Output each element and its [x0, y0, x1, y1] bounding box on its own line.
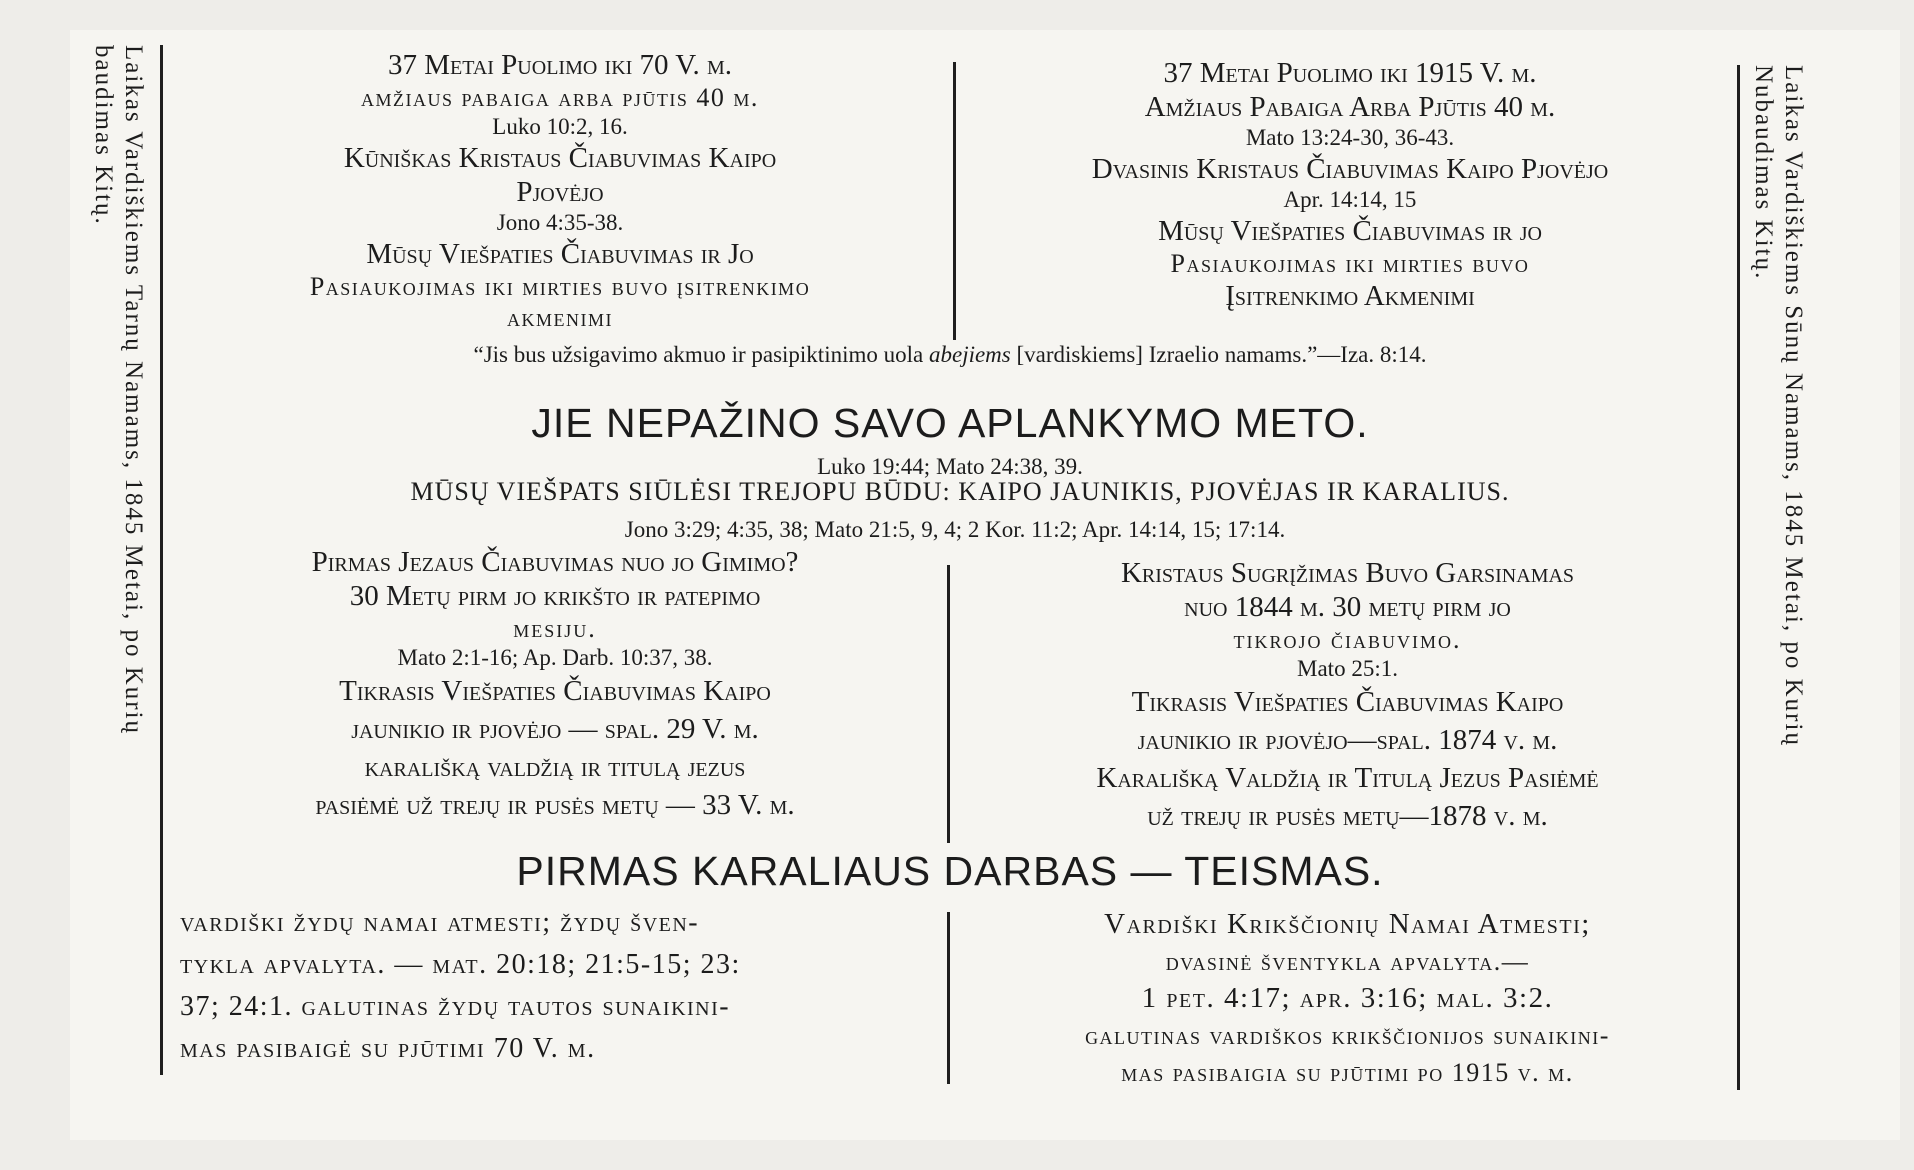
mid-right-line: Tikrasis Viešpaties Čiabuvimas Kaipo: [1131, 686, 1564, 718]
top-right-ref: Mato 13:24-30, 36-43.: [1245, 125, 1455, 150]
bottom-right-line: Vardiški Krikščionių Namai Atmesti;: [1104, 908, 1591, 940]
mid-right-line: jaunikio ir pjovėjo—spal. 1874 v. m.: [1137, 724, 1558, 756]
bottom-left-line: mas pasibaigė su pjūtimi 70 V. m.: [180, 1033, 596, 1064]
mid-right-line: už trejų ir pusės metų—1878 v. m.: [1147, 800, 1548, 832]
side-left-line2: baudimas Kitų.: [90, 45, 117, 226]
scripture-quote: [260, 342, 1640, 368]
top-right-line: Dvasinis Kristaus Čiabuvimas Kaipo Pjovėjo: [1091, 153, 1609, 185]
bottom-left-line: vardiški žydų namai atmesti; žydų šven-: [180, 907, 700, 938]
top-divider: [953, 62, 956, 340]
heading-visitation: JIE NEPAŽINO SAVO APLANKYMO METO.: [531, 400, 1369, 446]
bottom-right-line: galutinas vardiškos krikščionijos sunaikini-: [1085, 1021, 1610, 1050]
top-left-ref: Luko 10:2, 16.: [492, 114, 628, 139]
top-right-line: Pasiaukojimas iki mirties buvo: [1170, 249, 1530, 278]
mid-left-column: [180, 545, 930, 824]
bottom-right-line: 1 pet. 4:17; apr. 3:16; mal. 3:2.: [1141, 982, 1554, 1014]
mid-left-line: 30 Metų pirm jo krikšto ir patepimo: [349, 580, 761, 612]
left-border-line: [160, 45, 163, 1075]
middle-statement: MŪSŲ VIEŠPATS SIŪLĖSI TREJOPU BŪDU: KAIPO JAUNIKIS, PJOVĖJAS IR KARALIUS.: [410, 477, 1510, 506]
quote-italic: abejiems: [928, 342, 1011, 367]
top-left-line: Mūsų Viešpaties Čiabuvimas ir Jo: [366, 238, 754, 270]
mid-left-line: Tikrasis Viešpaties Čiabuvimas Kaipo: [339, 675, 771, 707]
mid-divider: [947, 565, 950, 843]
mid-left-line: jaunikio ir pjovėjo — spal. 29 V. m.: [351, 713, 759, 745]
middle-ref: Jono 3:29; 4:35, 38; Mato 21:5, 9, 4; 2 Kor. 11:2; Apr. 14:14, 15; 17:14.: [624, 517, 1286, 542]
bottom-left-line: 37; 24:1. galutinas žydų tautos sunaikini-: [180, 991, 731, 1022]
top-left-line: Pjovėjo: [516, 176, 604, 208]
mid-left-ref: Mato 2:1-16; Ap. Darb. 10:37, 38.: [397, 645, 713, 670]
middle-ref: Luko 19:44; Mato 24:38, 39.: [817, 454, 1083, 479]
top-left-line: 37 Metai Puolimo iki 70 V. m.: [387, 49, 733, 81]
side-text-right: [1748, 65, 1808, 747]
top-right-column: [965, 56, 1735, 313]
top-left-column: [180, 48, 940, 333]
top-left-ref: Jono 4:35-38.: [496, 210, 624, 235]
mid-left-line: pasiėmė už trejų ir pusės metų — 33 V. m.: [315, 789, 795, 821]
bottom-right-line: dvasinė šventykla apvalyta.—: [1165, 947, 1530, 976]
quote-text: [vardiskiems] Izraelio namams.”—Iza. 8:14.: [1010, 342, 1427, 367]
bottom-left-line: tykla apvalyta. — mat. 20:18; 21:5-15; 23:: [180, 949, 741, 980]
bottom-divider: [947, 912, 950, 1084]
bottom-right-line: mas pasibaigia su pjūtimi po 1915 v. m.: [1121, 1058, 1574, 1087]
quote-text: “Jis bus užsigavimo akmuo ir pasipiktinimo uola: [473, 342, 929, 367]
side-text-left: [88, 45, 148, 735]
side-right-line1: Laikas Vardiškiems Sūnų Namams, 1845 Metai, po Kurių: [1780, 65, 1807, 747]
mid-left-line: mesiju.: [513, 614, 597, 643]
top-right-line: Mūsų Viešpaties Čiabuvimas ir jo: [1158, 215, 1542, 247]
bottom-right-column: [960, 906, 1735, 1091]
mid-right-line: tikrojo čiabuvimo.: [1233, 625, 1462, 654]
mid-right-line: Kristaus Sugrįžimas Buvo Garsinamas: [1120, 557, 1575, 589]
side-right-line2: Nubaudimas Kitų.: [1750, 65, 1777, 281]
mid-left-line: Pirmas Jezaus Čiabuvimas nuo jo Gimimo?: [311, 546, 799, 578]
right-border-line: [1737, 65, 1740, 1090]
top-left-line: Pasiaukojimas iki mirties buvo įsitrenkimo: [309, 272, 811, 301]
top-right-line: 37 Metai Puolimo iki 1915 V. m.: [1163, 57, 1537, 89]
mid-right-ref: Mato 25:1.: [1297, 656, 1398, 681]
heading-judgment: PIRMAS KARALIAUS DARBAS — TEISMAS.: [516, 848, 1384, 894]
top-left-line: Kūniškas Kristaus Čiabuvimas Kaipo: [343, 142, 777, 174]
top-right-ref: Apr. 14:14, 15: [1283, 187, 1417, 212]
mid-right-column: [960, 556, 1735, 835]
top-left-line: akmenimi: [507, 303, 613, 332]
top-right-line: Įsitrenkimo Akmenimi: [1225, 280, 1475, 312]
mid-left-line: karališką valdžią ir titulą jezus: [364, 751, 746, 783]
top-right-line: Amžiaus Pabaiga Arba Pjūtis 40 m.: [1144, 91, 1556, 123]
mid-right-line: nuo 1844 m. 30 metų pirm jo: [1184, 591, 1511, 623]
top-left-line: amžiaus pabaiga arba pjūtis 40 m.: [361, 83, 759, 112]
mid-right-line: Karališką Valdžią ir Titulą Jezus Pasiėmė: [1096, 762, 1599, 794]
bottom-left-paragraph: [180, 902, 940, 1070]
side-left-line1: Laikas Vardiškiems Tarnų Namams, 1845 Metai, po Kurių: [120, 45, 147, 736]
